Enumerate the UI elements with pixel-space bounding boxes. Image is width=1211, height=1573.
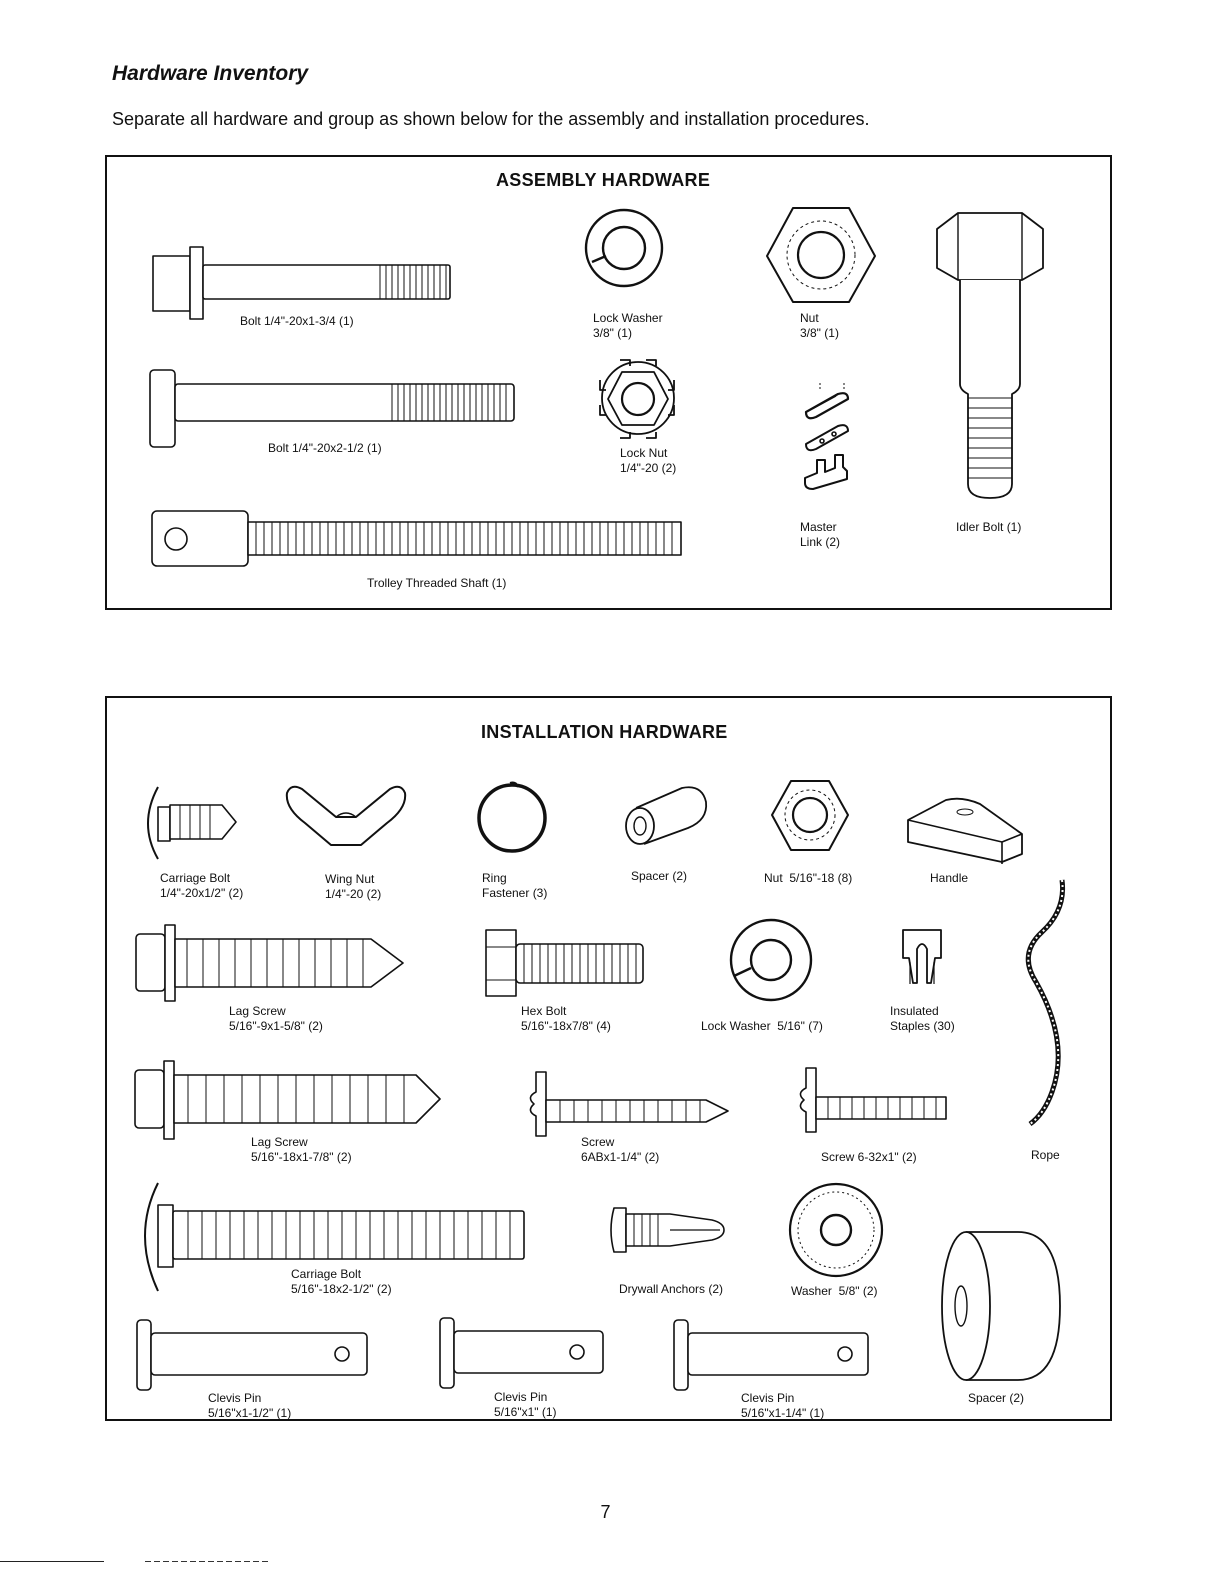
nut-drawing	[767, 208, 875, 302]
installation-heading: INSTALLATION HARDWARE	[481, 722, 728, 742]
clevis-pin-3-drawing	[674, 1320, 868, 1390]
hex-bolt-label: Hex Bolt 5/16"-18x7/8" (4)	[521, 1004, 611, 1033]
idler-bolt-drawing	[937, 213, 1043, 498]
clevis-pin-2-drawing	[440, 1318, 603, 1388]
trolley-shaft-drawing	[152, 511, 681, 566]
spacer-small-drawing	[626, 787, 706, 844]
screw-6ab-drawing	[530, 1072, 728, 1136]
screw-632-label: Screw 6-32x1" (2)	[821, 1150, 917, 1164]
footer-rule	[0, 1561, 104, 1562]
carriage-bolt-large-label: Carriage Bolt 5/16"-18x2-1/2" (2)	[291, 1267, 392, 1296]
handle-drawing	[908, 799, 1022, 864]
bolt-short-label: Bolt 1/4"-20x1-3/4 (1)	[240, 314, 354, 328]
nut-label: Nut 3/8" (1)	[800, 311, 839, 340]
wing-nut-drawing	[287, 787, 405, 845]
rope-drawing	[1028, 880, 1062, 1124]
spacer-large-label: Spacer (2)	[968, 1391, 1025, 1405]
lag-screw-long-label: Lag Screw 5/16"-18x1-7/8" (2)	[251, 1135, 352, 1164]
clevis-pin-1-label: Clevis Pin 5/16"x1-1/2" (1)	[208, 1391, 292, 1420]
ring-fastener-drawing	[479, 783, 545, 852]
insulated-staple-drawing	[903, 930, 941, 984]
bolt-long-drawing	[150, 370, 514, 447]
insulated-staples-label: Insulated Staples (30)	[890, 1004, 955, 1033]
lag-screw-short-drawing	[136, 925, 403, 1001]
footer-rule-dashed	[145, 1561, 270, 1562]
hex-bolt-drawing	[486, 930, 643, 996]
carriage-bolt-small-label: Carriage Bolt 1/4"-20x1/2" (2)	[160, 871, 244, 900]
screw-632-drawing	[800, 1068, 946, 1132]
master-link-drawing	[805, 383, 848, 489]
carriage-bolt-small-drawing	[148, 787, 236, 859]
lock-nut-drawing	[600, 360, 674, 438]
lock-washer-5-16-drawing	[731, 920, 811, 1000]
clevis-pin-1-drawing	[137, 1320, 367, 1390]
idler-bolt-label: Idler Bolt (1)	[956, 520, 1022, 534]
drywall-anchor-drawing	[611, 1208, 724, 1252]
bolt-long-label: Bolt 1/4"-20x2-1/2 (1)	[268, 441, 382, 455]
nut-5-16-label: Nut 5/16"-18 (8)	[764, 871, 853, 885]
master-link-label: Master Link (2)	[800, 520, 841, 549]
intro-text: Separate all hardware and group as shown below for the assembly and installation procedures.	[112, 109, 870, 129]
nut-5-16-drawing	[772, 781, 848, 850]
lock-washer-label: Lock Washer 3/8" (1)	[593, 311, 663, 340]
lag-screw-long-drawing	[135, 1061, 440, 1139]
screw-6ab-label: Screw 6ABx1-1/4" (2)	[581, 1135, 660, 1164]
washer-5-8-label: Washer 5/8" (2)	[791, 1284, 878, 1298]
clevis-pin-3-label: Clevis Pin 5/16"x1-1/4" (1)	[741, 1391, 825, 1420]
lock-washer-drawing	[586, 210, 662, 286]
trolley-shaft-label: Trolley Threaded Shaft (1)	[367, 576, 507, 590]
assembly-heading: ASSEMBLY HARDWARE	[496, 170, 711, 190]
rope-label: Rope	[1031, 1148, 1060, 1162]
page-number: 7	[600, 1502, 611, 1522]
page-title: Hardware Inventory	[112, 62, 309, 85]
spacer-small-label: Spacer (2)	[631, 869, 688, 883]
clevis-pin-2-label: Clevis Pin 5/16"x1" (1)	[494, 1390, 557, 1419]
lock-washer-5-16-label: Lock Washer 5/16" (7)	[701, 1019, 823, 1033]
ring-fastener-label: Ring Fastener (3)	[482, 871, 548, 900]
lock-nut-label: Lock Nut 1/4"-20 (2)	[620, 446, 677, 475]
bolt-short-drawing	[153, 247, 450, 319]
drywall-anchors-label: Drywall Anchors (2)	[619, 1282, 724, 1296]
wing-nut-label: Wing Nut 1/4"-20 (2)	[325, 872, 382, 901]
handle-label: Handle	[930, 871, 969, 885]
lag-screw-short-label: Lag Screw 5/16"-9x1-5/8" (2)	[229, 1004, 323, 1033]
washer-5-8-drawing	[790, 1184, 882, 1276]
spacer-large-drawing	[942, 1232, 1060, 1380]
